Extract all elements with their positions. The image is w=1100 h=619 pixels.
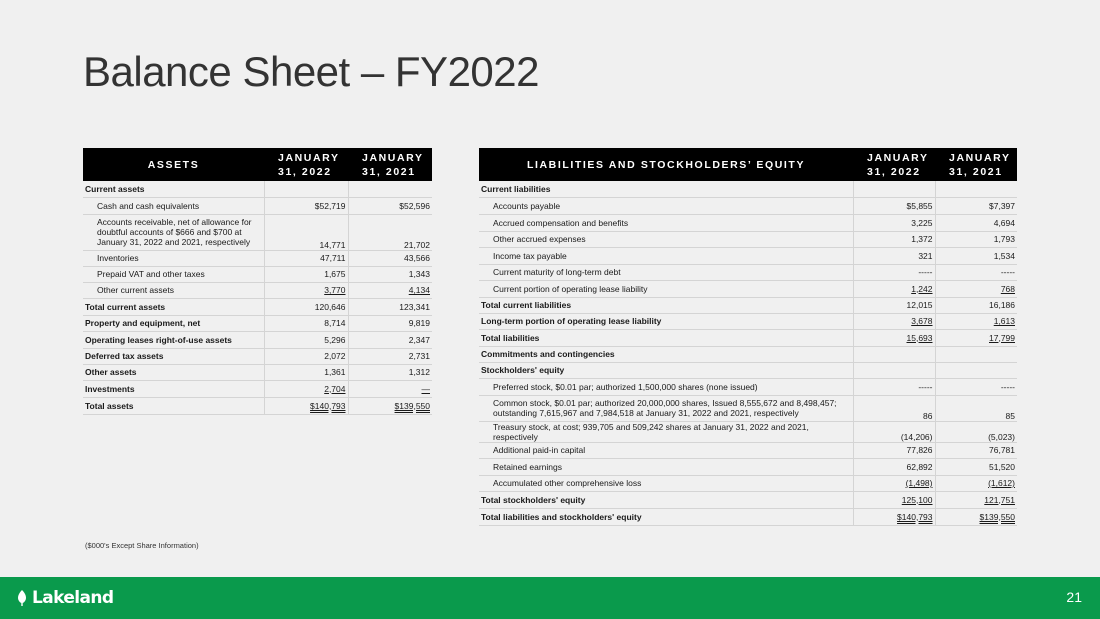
table-row xyxy=(479,280,1017,297)
footer-bar xyxy=(0,577,1100,619)
value-2022: 125,100 xyxy=(901,494,933,505)
row-label: Preferred stock, $0.01 par; authorized 1,500,000 shares (none issued) xyxy=(479,378,853,395)
table-row xyxy=(479,247,1017,264)
page-title: Balance Sheet – FY2022 xyxy=(83,48,540,95)
row-label: Cash and cash equivalents xyxy=(83,197,264,214)
value-2022: 15,693 xyxy=(906,332,933,343)
table-row xyxy=(479,475,1017,491)
table-row xyxy=(479,395,1017,421)
table-row xyxy=(479,458,1017,475)
company-logo xyxy=(15,587,113,609)
value-2021: 4,694 xyxy=(993,217,1015,228)
value-2021: $139,550 xyxy=(394,400,430,411)
row-label: Common stock, $0.01 par; authorized 20,000,000 shares, Issued 8,555,672 and 8,498,457; outstanding 7,615,967 and 7,984,518 at January 31, 2022 and 2021, respectively xyxy=(479,395,853,421)
value-2021: 21,702 xyxy=(404,239,430,250)
value-2022: 8,714 xyxy=(324,318,346,328)
value-2021: $52,596 xyxy=(399,200,430,211)
value-2021: 1,534 xyxy=(993,250,1015,261)
value-2022: 47,711 xyxy=(320,253,346,263)
value-2021: 9,819 xyxy=(408,318,430,328)
row-label: Current portion of operating lease liability xyxy=(479,280,853,297)
row-label: Prepaid VAT and other taxes xyxy=(83,266,264,282)
row-label: Current assets xyxy=(83,181,264,197)
table-row xyxy=(479,313,1017,329)
value-2021: 43,566 xyxy=(404,253,430,263)
value-2022: 5,296 xyxy=(324,334,346,345)
value-2022: 14,771 xyxy=(319,239,346,250)
value-2021: 121,751 xyxy=(984,494,1015,505)
value-2021 xyxy=(935,181,1017,197)
table-row xyxy=(479,346,1017,362)
assets-col-2021-header: JANUARY 31, 2021 xyxy=(348,148,432,181)
row-label: Total liabilities and stockholders' equity xyxy=(479,508,853,525)
value-2021: 2,731 xyxy=(408,351,430,361)
value-2022: ----- xyxy=(918,267,933,277)
row-label: Other assets xyxy=(83,364,264,380)
assets-header: ASSETS xyxy=(83,148,264,181)
row-label: Retained earnings xyxy=(479,458,853,475)
row-label: Treasury stock, at cost; 939,705 and 509,242 shares at January 31, 2022 and 2021, respectively xyxy=(479,421,853,442)
value-2022: 86 xyxy=(923,410,933,421)
row-label: Operating leases right-of-use assets xyxy=(83,331,264,348)
value-2022: $140,793 xyxy=(310,400,346,411)
value-2022: 77,826 xyxy=(906,445,933,455)
value-2022: 1,675 xyxy=(324,269,346,279)
value-2021 xyxy=(935,362,1017,378)
table-row xyxy=(479,421,1017,442)
value-2021 xyxy=(348,181,432,197)
row-label: Current maturity of long-term debt xyxy=(479,264,853,280)
value-2021: 1,613 xyxy=(993,316,1015,326)
table-row xyxy=(83,315,432,331)
value-2022: 2,072 xyxy=(324,351,346,361)
liabilities-table xyxy=(479,148,1017,526)
table-row xyxy=(479,197,1017,214)
value-2021: 1,793 xyxy=(993,234,1015,244)
assets-col-2022-header: JANUARY 31, 2022 xyxy=(264,148,348,181)
row-label: Current liabilities xyxy=(479,181,853,197)
row-label: Total current assets xyxy=(83,298,264,315)
value-2021: 2,347 xyxy=(408,334,430,345)
value-2022 xyxy=(853,362,935,378)
logo-text: Lakeland xyxy=(32,588,114,608)
value-2021: 85 xyxy=(1005,410,1015,421)
value-2021: 1,343 xyxy=(408,269,430,279)
table-row xyxy=(479,378,1017,395)
value-2021: $7,397 xyxy=(989,200,1015,211)
value-2021: ----- xyxy=(1000,267,1015,277)
table-row xyxy=(83,298,432,315)
row-label: Income tax payable xyxy=(479,247,853,264)
value-2021: 4,134 xyxy=(408,285,430,295)
row-label: Additional paid-in capital xyxy=(479,442,853,458)
table-row xyxy=(83,282,432,298)
table-row xyxy=(479,491,1017,508)
row-label: Accounts receivable, net of allowance for doubtful accounts of $666 and $700 at January 31, 2022 and 2021, respectively xyxy=(83,214,264,250)
value-2022: 12,015 xyxy=(906,300,933,310)
row-label: Inventories xyxy=(83,250,264,266)
value-2022: 3,225 xyxy=(911,217,933,228)
table-row xyxy=(83,250,432,266)
row-label: Other accrued expenses xyxy=(479,231,853,247)
row-label: Property and equipment, net xyxy=(83,315,264,331)
value-2022: 120,646 xyxy=(314,301,346,312)
value-2022 xyxy=(853,346,935,362)
row-label: Accounts payable xyxy=(479,197,853,214)
value-2021: (1,612) xyxy=(988,478,1015,488)
table-row xyxy=(83,380,432,397)
table-row xyxy=(83,197,432,214)
table-row xyxy=(479,442,1017,458)
value-2021: 16,186 xyxy=(989,300,1015,310)
value-2022: 1,242 xyxy=(911,283,933,294)
lakeland-leaf-icon xyxy=(15,589,29,607)
value-2021 xyxy=(935,346,1017,362)
table-row xyxy=(479,231,1017,247)
value-2021: 51,520 xyxy=(989,461,1015,472)
value-2021: $139,550 xyxy=(979,511,1015,522)
value-2021: (5,023) xyxy=(988,431,1015,442)
assets-table xyxy=(83,148,432,415)
table-row xyxy=(479,508,1017,525)
row-label: Total assets xyxy=(83,397,264,414)
value-2021: 768 xyxy=(1000,283,1015,294)
table-row xyxy=(83,181,432,197)
table-row xyxy=(83,364,432,380)
row-label: Commitments and contingencies xyxy=(479,346,853,362)
liabilities-col-2021-header: JANUARY 31, 2021 xyxy=(935,148,1017,181)
table-row xyxy=(83,397,432,414)
row-label: Accumulated other comprehensive loss xyxy=(479,475,853,491)
value-2022: (14,206) xyxy=(900,431,933,442)
table-row xyxy=(479,329,1017,346)
table-row xyxy=(83,348,432,364)
table-row xyxy=(83,266,432,282)
row-label: Accrued compensation and benefits xyxy=(479,214,853,231)
row-label: Investments xyxy=(83,380,264,397)
liabilities-col-2022-header: JANUARY 31, 2022 xyxy=(853,148,935,181)
table-row xyxy=(83,214,432,250)
row-label: Total stockholders' equity xyxy=(479,491,853,508)
value-2022: (1,498) xyxy=(905,478,933,488)
value-2022: 3,770 xyxy=(324,285,346,295)
row-label: Deferred tax assets xyxy=(83,348,264,364)
page-number: 21 xyxy=(1066,589,1082,605)
liabilities-header: LIABILITIES AND STOCKHOLDERS’ EQUITY xyxy=(479,148,853,181)
value-2021: ----- xyxy=(1000,381,1015,392)
value-2022: 3,678 xyxy=(911,316,933,326)
value-2022: 1,372 xyxy=(911,234,933,244)
value-2021: 76,781 xyxy=(989,445,1015,455)
value-2021: 1,312 xyxy=(408,367,430,377)
value-2022 xyxy=(264,181,348,197)
value-2022: 321 xyxy=(918,250,933,261)
value-2022: ----- xyxy=(918,381,933,392)
table-row xyxy=(479,214,1017,231)
value-2022: $140,793 xyxy=(897,511,933,522)
footnote: ($000's Except Share Information) xyxy=(85,541,199,550)
row-label: Total current liabilities xyxy=(479,297,853,313)
table-row xyxy=(479,297,1017,313)
row-label: Long-term portion of operating lease liability xyxy=(479,313,853,329)
value-2022: $5,855 xyxy=(906,200,933,211)
value-2022 xyxy=(853,181,935,197)
value-2022: 62,892 xyxy=(906,461,933,472)
value-2022: $52,719 xyxy=(314,200,346,211)
table-row xyxy=(83,331,432,348)
value-2021: 123,341 xyxy=(399,301,430,312)
value-2022: 2,704 xyxy=(324,383,346,394)
value-2022: 1,361 xyxy=(324,367,346,377)
row-label: Other current assets xyxy=(83,282,264,298)
table-row xyxy=(479,362,1017,378)
value-2021: 17,799 xyxy=(989,332,1015,343)
table-row xyxy=(479,181,1017,197)
row-label: Total liabilities xyxy=(479,329,853,346)
row-label: Stockholders' equity xyxy=(479,362,853,378)
table-row xyxy=(479,264,1017,280)
value-2021: — xyxy=(421,383,430,394)
